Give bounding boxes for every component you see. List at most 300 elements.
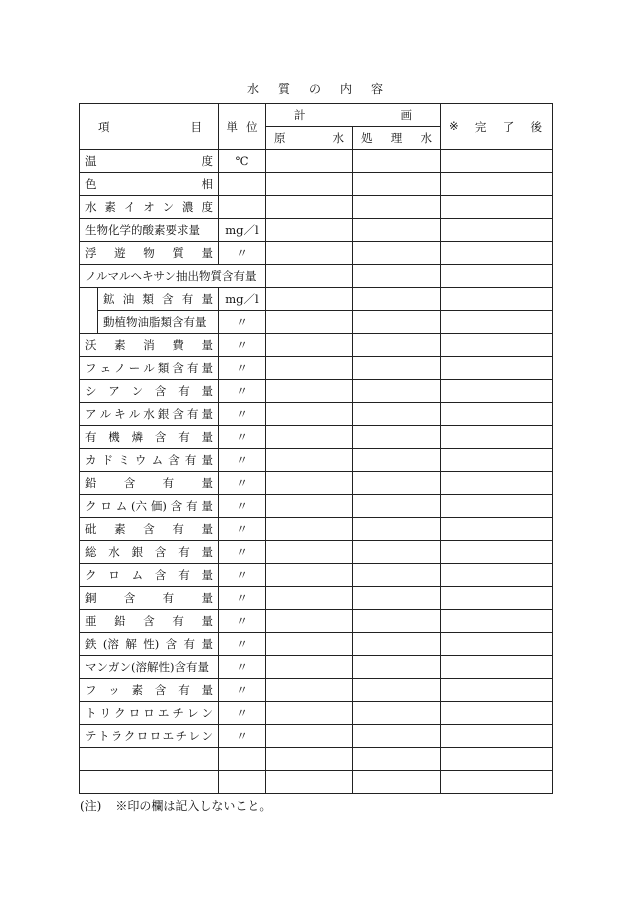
item-label bbox=[80, 771, 219, 794]
raw-water-cell[interactable] bbox=[266, 748, 353, 771]
item-label-char: 量 bbox=[201, 522, 213, 536]
table-row bbox=[80, 771, 553, 794]
treated-water-cell[interactable] bbox=[353, 748, 441, 771]
item-label-char: 物 bbox=[143, 246, 155, 260]
item-label-char: チ bbox=[172, 706, 184, 720]
item-label-char: 量 bbox=[201, 453, 213, 467]
treated-water-cell[interactable] bbox=[353, 610, 441, 633]
unit-cell: 〃 bbox=[219, 702, 266, 725]
item-label-char: 量 bbox=[201, 545, 213, 559]
item-label bbox=[80, 150, 219, 173]
completion-cell[interactable] bbox=[441, 311, 553, 334]
completion-cell[interactable] bbox=[441, 587, 553, 610]
item-label-char: 沃 bbox=[85, 338, 97, 352]
item-label-char: マンガン(溶解性)含有量 bbox=[85, 660, 209, 674]
item-label-char: 燐 bbox=[131, 430, 144, 444]
table-row bbox=[80, 518, 553, 541]
item-label-char: 類 bbox=[157, 361, 170, 375]
item-label-char: ア bbox=[85, 407, 97, 421]
unit-cell: 〃 bbox=[219, 725, 266, 748]
raw-water-cell[interactable] bbox=[266, 150, 353, 173]
item-label bbox=[80, 656, 219, 679]
item-label-char: 含 bbox=[172, 361, 184, 375]
unit-cell: 〃 bbox=[219, 311, 266, 334]
item-label-char: ル bbox=[99, 407, 112, 421]
completion-cell[interactable] bbox=[441, 334, 553, 357]
unit-cell: 〃 bbox=[219, 495, 266, 518]
item-label-char: ロ bbox=[128, 706, 141, 720]
item-label-char: ェ bbox=[99, 361, 112, 375]
item-label-char: 銀 bbox=[157, 407, 170, 421]
item-label-char: レ bbox=[186, 706, 199, 720]
item-label-char: 有 bbox=[183, 637, 196, 651]
item-label-char: 有 bbox=[181, 292, 194, 306]
item-label bbox=[80, 725, 219, 748]
table-row bbox=[80, 610, 553, 633]
raw-water-cell[interactable] bbox=[266, 334, 353, 357]
item-label bbox=[80, 633, 219, 656]
item-label-char: 度 bbox=[201, 154, 213, 168]
treated-water-cell[interactable] bbox=[353, 495, 441, 518]
unit-cell: 〃 bbox=[219, 449, 266, 472]
item-label bbox=[80, 472, 219, 495]
item-label-char: 性) bbox=[143, 637, 160, 651]
treated-water-cell[interactable] bbox=[353, 518, 441, 541]
treated-water-cell[interactable] bbox=[353, 403, 441, 426]
completion-cell[interactable] bbox=[441, 610, 553, 633]
raw-water-cell[interactable] bbox=[266, 495, 353, 518]
item-label-char: 有 bbox=[186, 499, 198, 513]
table-row bbox=[80, 748, 553, 771]
header-raw-water bbox=[266, 127, 353, 150]
header-item-char: 目 bbox=[190, 119, 202, 134]
item-label-char: ン bbox=[201, 706, 213, 720]
table-row bbox=[80, 426, 553, 449]
table-row bbox=[80, 219, 553, 242]
unit-cell: 〃 bbox=[219, 357, 266, 380]
item-label-char: 量 bbox=[201, 246, 213, 260]
treated-water-cell[interactable] bbox=[353, 656, 441, 679]
item-label-char: 量 bbox=[201, 384, 213, 398]
item-label-char: 水 bbox=[85, 200, 97, 214]
footnote-text: ※印の欄は記入しないこと。 bbox=[115, 799, 272, 813]
item-label bbox=[80, 679, 219, 702]
item-label-char: 質 bbox=[172, 246, 184, 260]
item-label-char: ン bbox=[201, 729, 213, 743]
water-quality-table bbox=[79, 103, 553, 794]
treated-water-cell[interactable] bbox=[353, 633, 441, 656]
raw-water-cell[interactable] bbox=[266, 656, 353, 679]
item-label-char: 遊 bbox=[114, 246, 126, 260]
completion-cell[interactable] bbox=[441, 472, 553, 495]
header-proc-char: 理 bbox=[390, 131, 403, 145]
item-label-char: 有 bbox=[178, 545, 190, 559]
item-label-char: 動植物油脂類含有量 bbox=[103, 315, 207, 329]
raw-water-cell[interactable] bbox=[266, 265, 353, 288]
title-char: 内 bbox=[339, 82, 352, 96]
title-char: 質 bbox=[277, 82, 290, 96]
item-label-char: 含 bbox=[165, 637, 178, 651]
unit-cell: mg／l bbox=[219, 288, 266, 311]
item-label-char: 有 bbox=[172, 522, 184, 536]
item-label-char: 含 bbox=[172, 407, 184, 421]
raw-water-cell[interactable] bbox=[266, 242, 353, 265]
item-label-char: ロ bbox=[100, 499, 112, 513]
item-label-char: 含 bbox=[154, 683, 167, 697]
item-label-char: キ bbox=[114, 407, 126, 421]
item-label-char: ッ bbox=[108, 683, 120, 697]
title-char: の bbox=[308, 82, 321, 96]
completion-cell[interactable] bbox=[441, 702, 553, 725]
item-label-char: ウ bbox=[134, 453, 147, 467]
table-row bbox=[80, 656, 553, 679]
item-label-char: ク bbox=[85, 568, 97, 582]
unit-cell bbox=[219, 196, 266, 219]
item-label-char: エ bbox=[162, 729, 175, 743]
table-row bbox=[80, 564, 553, 587]
raw-water-cell[interactable] bbox=[266, 426, 353, 449]
table-row bbox=[80, 449, 553, 472]
raw-water-cell[interactable] bbox=[266, 472, 353, 495]
item-label-char: 量 bbox=[201, 499, 213, 513]
title-char: 容 bbox=[370, 82, 383, 96]
item-label-char: ロ bbox=[108, 568, 120, 582]
item-label-char: シ bbox=[85, 384, 97, 398]
treated-water-cell[interactable] bbox=[353, 702, 441, 725]
item-label-char: 有 bbox=[178, 384, 190, 398]
completion-cell[interactable] bbox=[441, 426, 553, 449]
table-row bbox=[80, 196, 553, 219]
item-label bbox=[80, 380, 219, 403]
completion-cell[interactable] bbox=[441, 725, 553, 748]
treated-water-cell[interactable] bbox=[353, 541, 441, 564]
item-label bbox=[80, 748, 219, 771]
item-label-char: 類 bbox=[142, 292, 154, 306]
raw-water-cell[interactable] bbox=[266, 771, 353, 794]
item-label-char: 量 bbox=[201, 591, 213, 605]
header-proc-char: 処 bbox=[361, 131, 373, 145]
item-label-char: (溶 bbox=[102, 637, 119, 651]
completion-cell[interactable] bbox=[441, 495, 553, 518]
table-row bbox=[80, 334, 553, 357]
unit-cell: 〃 bbox=[219, 564, 266, 587]
unit-cell: mg／l bbox=[219, 219, 266, 242]
completion-cell[interactable] bbox=[441, 771, 553, 794]
item-label-char: 有 bbox=[178, 683, 190, 697]
item-label-char: リ bbox=[99, 706, 112, 720]
title-char: 水 bbox=[246, 82, 259, 96]
unit-cell: 〃 bbox=[219, 518, 266, 541]
item-label-char: ラ bbox=[110, 729, 123, 743]
item-label-char: 素 bbox=[114, 522, 126, 536]
table-row bbox=[80, 403, 553, 426]
footnote-prefix: (注) bbox=[80, 799, 102, 813]
item-label-char: 量 bbox=[201, 637, 213, 651]
unit-cell: 〃 bbox=[219, 426, 266, 449]
item-label-char: フ bbox=[85, 683, 97, 697]
unit-cell: 〃 bbox=[219, 334, 266, 357]
raw-water-cell[interactable] bbox=[266, 311, 353, 334]
treated-water-cell[interactable] bbox=[353, 725, 441, 748]
item-label-char: 量 bbox=[201, 361, 213, 375]
table-row bbox=[80, 725, 553, 748]
raw-water-cell[interactable] bbox=[266, 541, 353, 564]
table-row bbox=[80, 541, 553, 564]
item-label bbox=[80, 587, 219, 610]
table-row bbox=[80, 311, 553, 334]
item-label-char: 水 bbox=[108, 545, 120, 559]
item-label bbox=[80, 702, 219, 725]
treated-water-cell[interactable] bbox=[353, 357, 441, 380]
footnote bbox=[80, 797, 271, 814]
completion-cell[interactable] bbox=[441, 380, 553, 403]
item-label-char: エ bbox=[157, 706, 170, 720]
item-label-char: ロ bbox=[149, 729, 162, 743]
treated-water-cell[interactable] bbox=[353, 242, 441, 265]
item-label-char: 含 bbox=[123, 476, 136, 490]
item-label-char: 含 bbox=[154, 384, 167, 398]
item-label bbox=[80, 357, 219, 380]
treated-water-cell[interactable] bbox=[353, 173, 441, 196]
item-label-char: 消 bbox=[143, 338, 155, 352]
item-label-char: ア bbox=[108, 384, 120, 398]
item-label bbox=[80, 426, 219, 449]
table-row bbox=[80, 242, 553, 265]
raw-water-cell[interactable] bbox=[266, 679, 353, 702]
header-plan bbox=[266, 104, 441, 127]
raw-water-cell[interactable] bbox=[266, 288, 353, 311]
item-label-char: 含 bbox=[154, 430, 167, 444]
item-label-char: ン bbox=[131, 384, 144, 398]
item-label-char: 解 bbox=[125, 637, 137, 651]
item-label-char: イ bbox=[123, 200, 136, 214]
table-row bbox=[80, 587, 553, 610]
header-treated-water bbox=[353, 127, 441, 150]
item-label bbox=[98, 311, 219, 334]
unit-cell: 〃 bbox=[219, 679, 266, 702]
raw-water-cell[interactable] bbox=[266, 380, 353, 403]
treated-water-cell[interactable] bbox=[353, 311, 441, 334]
completion-cell[interactable] bbox=[441, 173, 553, 196]
item-label-char: 有 bbox=[184, 453, 197, 467]
treated-water-cell[interactable] bbox=[353, 288, 441, 311]
header-completion bbox=[441, 104, 553, 150]
completion-cell[interactable] bbox=[441, 150, 553, 173]
item-label-char: ノ bbox=[114, 361, 126, 375]
item-label bbox=[80, 449, 219, 472]
raw-water-cell[interactable] bbox=[266, 196, 353, 219]
item-label-char: 機 bbox=[108, 430, 120, 444]
unit-cell: 〃 bbox=[219, 610, 266, 633]
item-label-char: ミ bbox=[118, 453, 130, 467]
treated-water-cell[interactable] bbox=[353, 265, 441, 288]
item-label-char: ノルマルヘキサン抽出物質含有量 bbox=[85, 269, 257, 283]
completion-cell[interactable] bbox=[441, 748, 553, 771]
item-label-char: 素 bbox=[131, 683, 144, 697]
indent-cell bbox=[80, 288, 98, 334]
completion-cell[interactable] bbox=[441, 403, 553, 426]
item-label-char: テ bbox=[85, 729, 97, 743]
completion-cell[interactable] bbox=[441, 288, 553, 311]
completion-cell[interactable] bbox=[441, 541, 553, 564]
unit-cell bbox=[219, 771, 266, 794]
unit-cell: ℃ bbox=[219, 150, 266, 173]
unit-cell: 〃 bbox=[219, 633, 266, 656]
item-label-char: 含 bbox=[154, 545, 167, 559]
completion-cell[interactable] bbox=[441, 265, 553, 288]
table-row bbox=[80, 380, 553, 403]
completion-cell[interactable] bbox=[441, 357, 553, 380]
raw-water-cell[interactable] bbox=[266, 564, 353, 587]
item-label-char: ト bbox=[97, 729, 110, 743]
item-label-char: ム bbox=[131, 568, 144, 582]
item-label-char: 度 bbox=[201, 200, 213, 214]
raw-water-cell[interactable] bbox=[266, 610, 353, 633]
treated-water-cell[interactable] bbox=[353, 449, 441, 472]
item-label-char: 有 bbox=[85, 430, 97, 444]
item-label-char: 有 bbox=[178, 430, 190, 444]
treated-water-cell[interactable] bbox=[353, 771, 441, 794]
completion-cell[interactable] bbox=[441, 679, 553, 702]
item-label-char: 銅 bbox=[85, 591, 97, 605]
item-label-char: ル bbox=[143, 361, 155, 375]
item-label-char: 含 bbox=[143, 614, 155, 628]
unit-cell bbox=[219, 748, 266, 771]
item-label bbox=[80, 242, 219, 265]
item-label bbox=[80, 610, 219, 633]
item-label-char: 量 bbox=[201, 476, 213, 490]
item-label-char: レ bbox=[188, 729, 200, 743]
item-label-char: 相 bbox=[201, 177, 213, 191]
completion-cell[interactable] bbox=[441, 196, 553, 219]
completion-cell[interactable] bbox=[441, 656, 553, 679]
item-label-char: 含 bbox=[168, 453, 180, 467]
item-label-char: ク bbox=[114, 706, 126, 720]
item-label-char: ク bbox=[123, 729, 136, 743]
treated-water-cell[interactable] bbox=[353, 334, 441, 357]
item-label-char: 量 bbox=[201, 683, 213, 697]
raw-water-cell[interactable] bbox=[266, 449, 353, 472]
item-label-char: 銀 bbox=[131, 545, 144, 559]
item-label-char: 有 bbox=[186, 361, 199, 375]
header-item bbox=[80, 104, 219, 150]
item-label-char: カ bbox=[85, 453, 97, 467]
raw-water-cell[interactable] bbox=[266, 518, 353, 541]
item-label-char: 費 bbox=[172, 338, 184, 352]
item-label-char: 鉄 bbox=[85, 637, 97, 651]
item-label-char: 量 bbox=[201, 430, 213, 444]
table-row bbox=[80, 495, 553, 518]
item-label bbox=[80, 403, 219, 426]
table-row bbox=[80, 633, 553, 656]
completion-cell[interactable] bbox=[441, 564, 553, 587]
treated-water-cell[interactable] bbox=[353, 219, 441, 242]
completion-cell[interactable] bbox=[441, 449, 553, 472]
item-label bbox=[80, 173, 219, 196]
raw-water-cell[interactable] bbox=[266, 357, 353, 380]
item-label-char: 素 bbox=[114, 338, 126, 352]
item-label-char: 油 bbox=[122, 292, 135, 306]
item-label bbox=[80, 495, 219, 518]
item-label-char: 総 bbox=[85, 545, 97, 559]
treated-water-cell[interactable] bbox=[353, 426, 441, 449]
treated-water-cell[interactable] bbox=[353, 472, 441, 495]
raw-water-cell[interactable] bbox=[266, 173, 353, 196]
treated-water-cell[interactable] bbox=[353, 564, 441, 587]
item-label-char: ル bbox=[128, 407, 141, 421]
table-row bbox=[80, 679, 553, 702]
completion-cell[interactable] bbox=[441, 633, 553, 656]
item-label-char: ン bbox=[162, 200, 175, 214]
header-done-char: ※ bbox=[449, 118, 459, 133]
unit-cell: 〃 bbox=[219, 541, 266, 564]
treated-water-cell[interactable] bbox=[353, 196, 441, 219]
item-label-char: 有 bbox=[162, 591, 175, 605]
item-label-char: 色 bbox=[85, 177, 97, 191]
item-label-char: チ bbox=[175, 729, 188, 743]
item-label-char: 価) bbox=[150, 499, 167, 513]
raw-water-cell[interactable] bbox=[266, 219, 353, 242]
item-label-char: 量 bbox=[201, 407, 213, 421]
item-label-char: 含 bbox=[170, 499, 183, 513]
header-proc-char: 水 bbox=[420, 131, 432, 145]
raw-water-cell[interactable] bbox=[266, 403, 353, 426]
table-row bbox=[80, 265, 553, 288]
treated-water-cell[interactable] bbox=[353, 150, 441, 173]
raw-water-cell[interactable] bbox=[266, 725, 353, 748]
header-plan-char: 画 bbox=[400, 108, 412, 122]
table-row bbox=[80, 472, 553, 495]
raw-water-cell[interactable] bbox=[266, 633, 353, 656]
header-unit-char: 単 bbox=[226, 119, 238, 134]
item-label-char: (六 bbox=[131, 499, 148, 513]
header-item-char: 項 bbox=[98, 119, 110, 134]
item-label-char: 鉛 bbox=[85, 476, 97, 490]
raw-water-cell[interactable] bbox=[266, 587, 353, 610]
item-label bbox=[80, 518, 219, 541]
item-label-char: 水 bbox=[143, 407, 155, 421]
item-label-char: ム bbox=[115, 499, 128, 513]
table-row bbox=[80, 173, 553, 196]
completion-cell[interactable] bbox=[441, 242, 553, 265]
item-label-char: 量 bbox=[201, 568, 213, 582]
table-row bbox=[80, 357, 553, 380]
unit-cell: 〃 bbox=[219, 587, 266, 610]
item-label-char: ロ bbox=[136, 729, 149, 743]
item-label bbox=[80, 265, 266, 288]
completion-cell[interactable] bbox=[441, 219, 553, 242]
raw-water-cell[interactable] bbox=[266, 702, 353, 725]
item-label bbox=[80, 219, 219, 242]
header-done-char: 完 bbox=[474, 119, 487, 134]
item-label bbox=[80, 196, 219, 219]
header-done-char: 後 bbox=[530, 119, 542, 134]
treated-water-cell[interactable] bbox=[353, 380, 441, 403]
treated-water-cell[interactable] bbox=[353, 679, 441, 702]
item-label bbox=[80, 564, 219, 587]
item-label-char: 量 bbox=[201, 338, 213, 352]
completion-cell[interactable] bbox=[441, 518, 553, 541]
item-label bbox=[98, 288, 219, 311]
header-plan-char: 計 bbox=[294, 108, 306, 122]
item-label-char: オ bbox=[143, 200, 155, 214]
item-label-char: ム bbox=[151, 453, 164, 467]
unit-cell bbox=[219, 173, 266, 196]
item-label-char: 濃 bbox=[182, 200, 194, 214]
item-label-char: 有 bbox=[178, 568, 190, 582]
page-title bbox=[0, 80, 630, 97]
treated-water-cell[interactable] bbox=[353, 587, 441, 610]
